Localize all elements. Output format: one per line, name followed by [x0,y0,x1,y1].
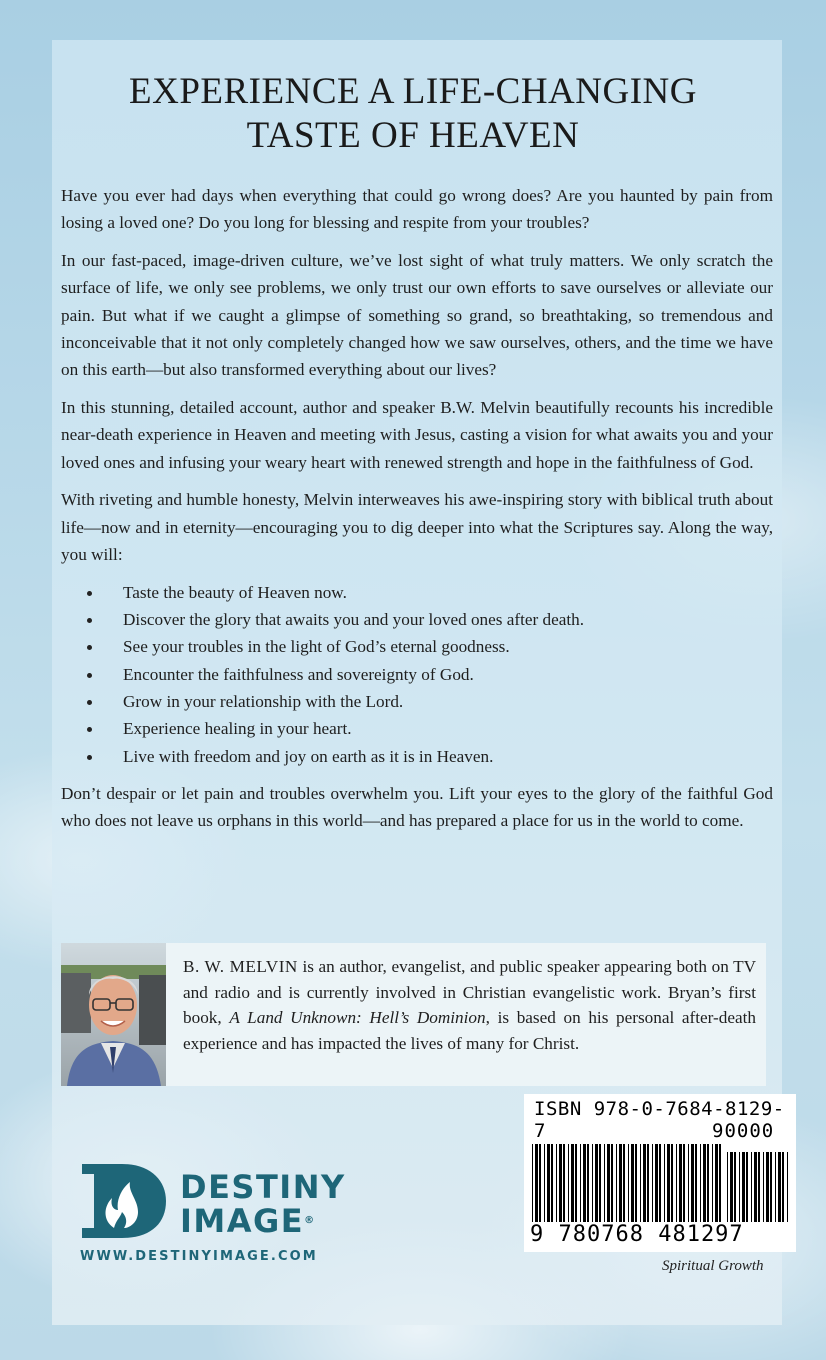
barcode-bar [532,1144,533,1222]
barcode-bar [739,1152,740,1222]
barcode-bar [758,1152,760,1222]
barcode-bar [787,1152,788,1222]
barcode-bar [571,1144,574,1222]
barcode-bar [659,1144,661,1222]
barcode-bar [770,1152,772,1222]
author-photo [61,943,166,1086]
barcode-bar [742,1152,745,1222]
bullet-icon [87,700,92,705]
closing-paragraph: Don’t despair or let pain and troubles overwhelm you. Lift your eyes to the glory of the faithful God who does not leave us orphans in this world—and has prepared a place for us in the world to come. [61,783,773,831]
bullet-icon [87,618,92,623]
barcode-bar [664,1144,665,1222]
barcode-bar [575,1144,577,1222]
barcode-bar [551,1144,553,1222]
barcode-bar [703,1144,706,1222]
barcode-bar [628,1144,629,1222]
barcode-bar [607,1144,610,1222]
author-bio: B. W. MELVIN is an author, evangelist, and public speaker appearing both on TV and radio and is currently involved in Christian evangelistic work. Bryan’s first book, A Land Unknown: Hell’s Dominion, is based on his personal after-death experience and has impacted the lives of many for Christ. [183,957,756,1053]
bullet-icon [87,673,92,678]
isbn-label: ISBN 978-0-7684-8129-7 [534,1098,785,1142]
description [61,182,773,845]
bullet-icon [87,755,92,760]
barcode-bar [647,1144,649,1222]
barcode-bar [604,1144,605,1222]
headline-line-1: EXPERIENCE A LIFE-CHANGING [129,71,697,112]
barcode-bar [547,1144,550,1222]
barcode-bar [715,1144,718,1222]
benefit-item: Discover the glory that awaits you and your loved ones after death. [61,606,773,633]
price-code: 90000 [712,1120,775,1142]
barcode-bar [599,1144,601,1222]
barcode-bar [631,1144,634,1222]
category-label: Spiritual Growth [662,1258,764,1274]
barcode-bar [623,1144,625,1222]
barcode-bar [640,1144,641,1222]
description-paragraph: In our fast-paced, image-driven culture, we’ve lost sight of what truly matters. We only scratch the surface of life, we only see problems, we only trust our own efforts to save ourselves or alleviate our pain. But what if we caught a glimpse of something so grand, so breathtaking, so tremendous and inconceivable that it not only completely changed how we saw ourselves, others, and the time we have on this earth—but also transformed everything about our lives? [61,251,773,380]
barcode-bar [556,1144,557,1222]
barcode-bar [751,1152,752,1222]
benefit-item: Live with freedom and joy on earth as it is in Heaven. [61,743,773,770]
barcode-bar [691,1144,694,1222]
barcode-bar [580,1144,581,1222]
ean-barcode-bars [532,1144,722,1222]
barcode-bar [679,1144,682,1222]
barcode-bar [700,1144,701,1222]
benefit-item: Encounter the faithfulness and sovereignty of God. [61,661,773,688]
barcode-bar [734,1152,736,1222]
destiny-d-flame-icon [80,1160,170,1242]
barcode-bar [611,1144,613,1222]
barcode-bar [568,1144,569,1222]
bullet-icon [87,727,92,732]
barcode-bar [688,1144,689,1222]
bullet-icon [87,645,92,650]
barcode-bar [539,1144,541,1222]
barcode-bar [563,1144,565,1222]
cover-headline [60,70,766,158]
registered-mark: ® [304,1215,316,1226]
description-paragraph: With riveting and humble honesty, Melvin interweaves his awe-inspiring story with biblical truth about life—now and in eternity—encouraging you to dig deeper into what the Scriptures say. Along the way, you will: [61,490,773,565]
barcode-bar [635,1144,637,1222]
publisher-logo [80,1160,346,1242]
barcode-bar [535,1144,538,1222]
barcode-bar [754,1152,757,1222]
benefit-item: See your troubles in the light of God’s eternal goodness. [61,633,773,660]
barcode-bar [778,1152,781,1222]
barcode-bar [775,1152,776,1222]
barcode-bar [544,1144,545,1222]
publisher-name-line-2: IMAGE® [180,1202,316,1240]
barcode-bar [707,1144,709,1222]
headline-line-2: TASTE OF HEAVEN [246,115,580,156]
barcode-bar [643,1144,646,1222]
benefit-item: Taste the beauty of Heaven now. [61,579,773,606]
barcode-bar [595,1144,598,1222]
price-barcode-bars [727,1152,791,1222]
barcode-bar [746,1152,748,1222]
barcode-bar [587,1144,589,1222]
author-name: B. W. MELVIN [183,957,298,976]
description-paragraph: In this stunning, detailed account, author and speaker B.W. Melvin beautifully recounts his incredible near-death experience in Heaven and meeting with Jesus, casting a vision for what awaits you and your loved ones and infusing your weary heart with renewed strength and hope in the faithfulness of God. [61,398,773,472]
barcode-bar [592,1144,593,1222]
barcode-bar [719,1144,721,1222]
author-bio-box [61,943,766,1086]
ean-digits: 9 780768 481297 [530,1222,744,1247]
bullet-icon [87,591,92,596]
barcode-bar [727,1152,728,1222]
barcode-bar [766,1152,769,1222]
barcode-bar [667,1144,670,1222]
barcode-bar [652,1144,653,1222]
barcode-bar [782,1152,784,1222]
barcode-bar [655,1144,658,1222]
barcode-bar [559,1144,562,1222]
previous-book-title: A Land Unknown: Hell’s Dominion [229,1008,486,1027]
benefit-item: Grow in your relationship with the Lord. [61,688,773,715]
benefit-list [61,579,773,770]
publisher-name-line-1: DESTINY [180,1168,346,1206]
publisher-url[interactable]: WWW.DESTINYIMAGE.COM [80,1249,318,1264]
barcode-bar [712,1144,713,1222]
barcode-bar [616,1144,617,1222]
barcode-bar [671,1144,673,1222]
benefit-item: Experience healing in your heart. [61,715,773,742]
barcode-bar [583,1144,586,1222]
description-paragraph: Have you ever had days when everything that could go wrong does? Are you haunted by pain from losing a loved one? Do you long for blessing and respite from your troubles? [61,186,773,233]
barcode-bar [695,1144,697,1222]
barcode-bar [730,1152,733,1222]
barcode-bar [683,1144,685,1222]
isbn-barcode [524,1094,796,1252]
barcode-bar [763,1152,764,1222]
barcode-bar [676,1144,677,1222]
barcode-bar [619,1144,622,1222]
